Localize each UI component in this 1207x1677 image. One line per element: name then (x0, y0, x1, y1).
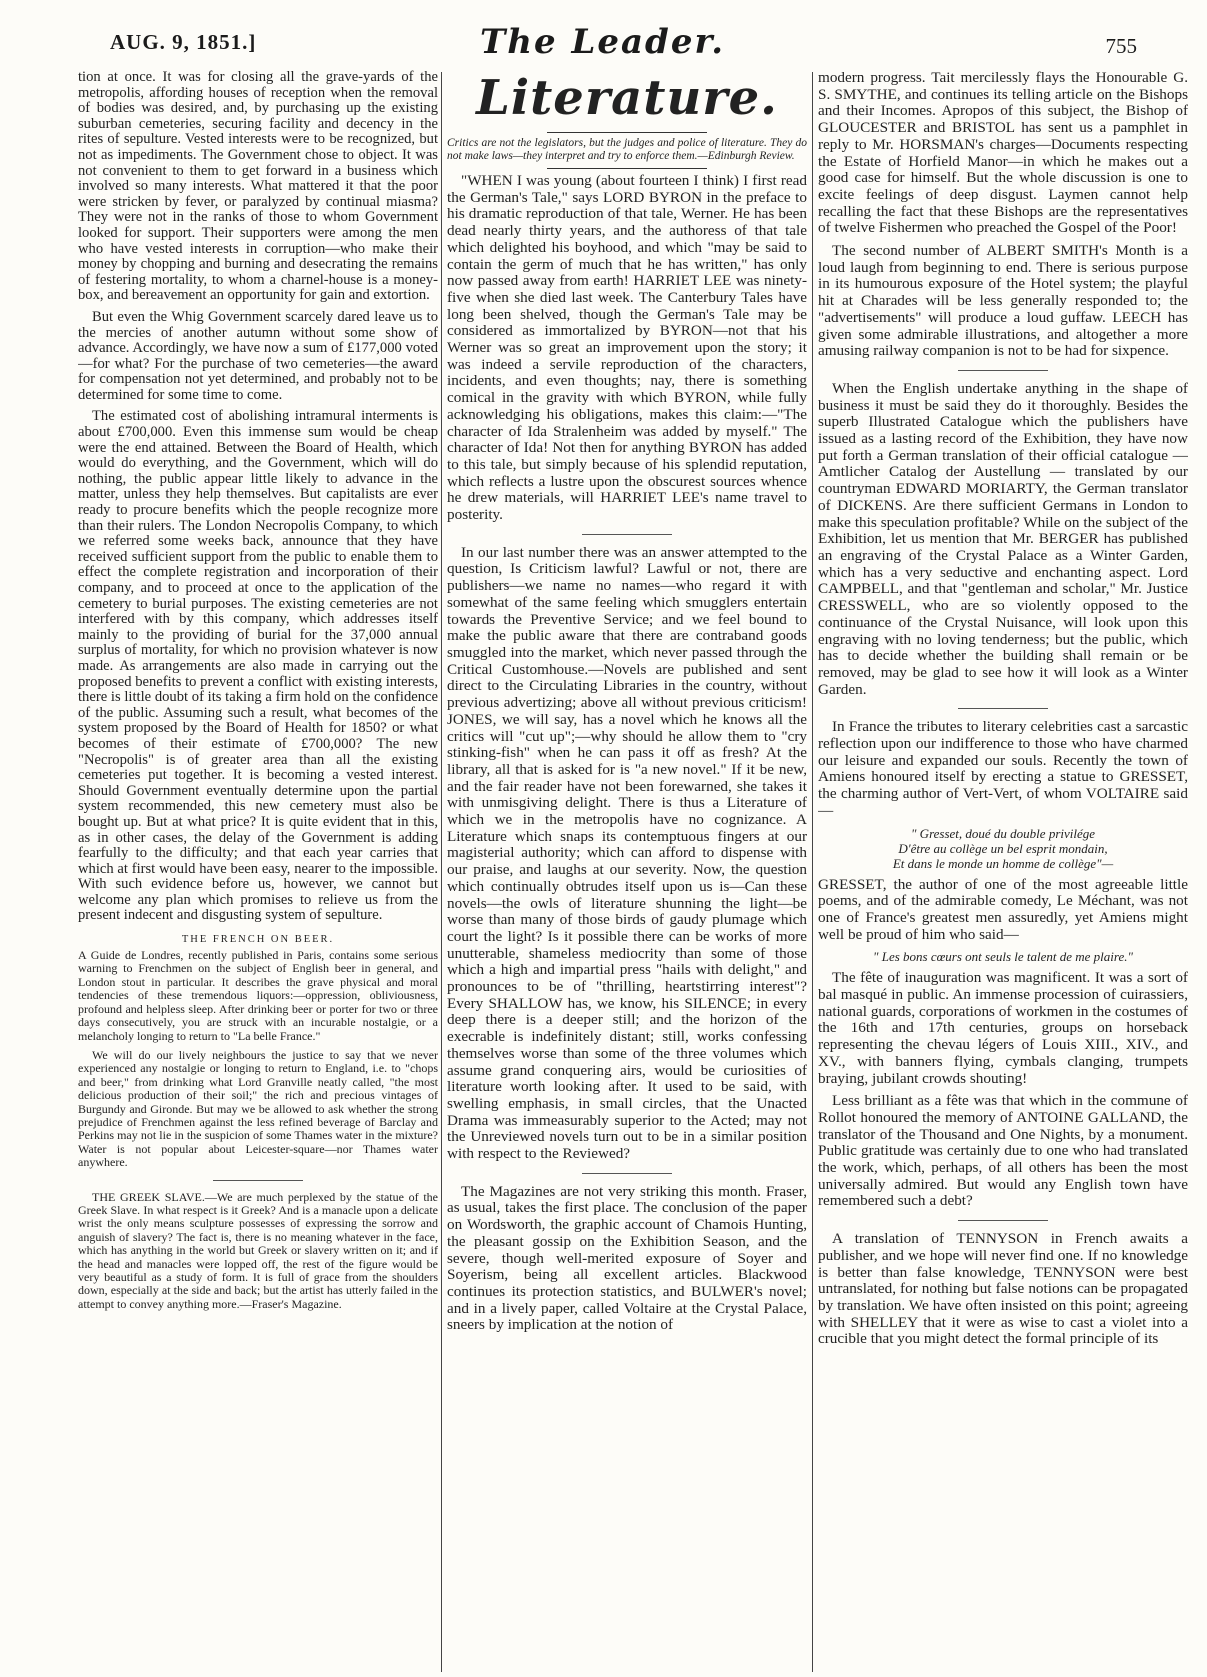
col3-paragraph-8: A translation of TENNYSON in French awaits a publisher, and we hope will never find one. If no knowledge is better than false knowledge, TENNYSON were best untranslated, for nothing but false notions can be propagated by translation. We have often insisted on this point; agreeing with SHELLEY that it were as wise to cast a violet into a crucible that you might detect the formal principle of its (818, 1230, 1188, 1348)
heading-rule (547, 132, 707, 133)
col3-paragraph-4: In France the tributes to literary celebrities cast a sarcastic reflection upon our indifference to those who have charmed our leisure and expanded our souls. Recently the town of Amiens honoured itself by erecting a statue to GRESSET, the charming author of Vert-Vert, of whom VOLTAIRE said— (818, 718, 1188, 819)
column-rule-2 (812, 72, 813, 1672)
column-1 (78, 70, 438, 1670)
issue-date: AUG. 9, 1851.] (110, 30, 257, 54)
col1-paragraph-5: We will do our lively neighbours the justice to say that we never experienced any nostalgie or longing to return to England, i.e. to "chops and beer," from drinking what Lord Granville neatly called, "the most delicious production of their soil;" the rich and precious vintages of Burgundy and Gironde. But may we be allowed to ask whether the strong prejudice of Frenchmen against the less refined beverage of Barclay and Perkins may not lie in the suspicion of some Thames water in the mixture? Water is not popular about Leicester-square—nor Thames water anywhere. (78, 1047, 438, 1170)
col3-paragraph-7: Less brilliant as a fête was that which in the commune of Rollot honoured the memory of ANTOINE GALLAND, the translator of the Thousand and One Nights, by a monument. Public gratitude was certainly due to one who had translated the work, which, perhaps, of all others has been the most universally admired. But would any English town have remembered such a debt? (818, 1092, 1188, 1210)
epigraph-rule (547, 168, 707, 169)
col3-paragraph-2: The second number of ALBERT SMITH's Month is a loud laugh from beginning to end. There is serious purpose in its humourous exposure of the Hotel system; the playful hit at Charades will be less generally responded to; the "advertisements" will produce a loud guffaw. LEECH has given some admirable illustrations, and altogether a more amusing railway companion is not to be had for sixpence. (818, 242, 1188, 360)
col1-paragraph-4: A Guide de Londres, recently published in Paris, contains some serious warning to Frenchmen on the subject of English beer in general, and London stout in particular. It describes the grave physical and moral tendencies of these tremendous liquors:—oppression, obliviousness, profound and helpless sleep. After drinking beer or porter for two or three days consecutively, you are struck with an incurable nostalgie, or a melancholy longing to return to "La belle France." (78, 948, 438, 1043)
col3-paragraph-5: GRESSET, the author of one of the most agreeable little poems, and of the admirable comedy, Le Méchant, was not one of France's greatest men assuredly, yet Amiens might well be proud of him who said— (818, 875, 1188, 943)
col3-paragraph-1: modern progress. Tait mercilessly flays the Honourable G. S. SMYTHE, and continues its telling article on the Bishops and their Incomes. Apropos of this subject, the Bishop of GLOUCESTER and BRISTOL has sent us a pamphlet in reply to Mr. HORSMAN's charges—Documents respecting the Estate of Horfield Manor—in which he makes out a good case for himself. But the whole discussion is one to excite feelings of deep disgust. Laymen cannot help recalling the fact that these Bishops are the representatives of twelve Fishermen who preached the Gospel of the Poor! (818, 70, 1188, 237)
col2-paragraph-1: "WHEN I was young (about fourteen I think) I first read the German's Tale," says LORD BYRON in the preface to his dramatic reproduction of that tale, Werner. He has been dead nearly thirty years, and the authoress of that tale which delighted his boyhood, and which "may be said to contain the germ of much that he has written," has only now passed away from earth! HARRIET LEE was ninety-five when she died last week. The Canterbury Tales have long been shelved, though the German's Tale may be considered as immortalized by BYRON—not that his Werner was so great an improvement upon the story; it was indeed a servile reproduction of the characters, incidents, and even thoughts; nay, there is something comical in the gravity with which BYRON, while fully acknowledging his obligations, makes this claim:—"The character of Ida Stralenheim was added by myself." The character of Ida! Not then for anything BYRON has added to this tale, but simply because of his splendid reputation, which reflects a lustre upon the obscurest sources whence he drew materials, will HARRIET LEE's name travel to posterity. (447, 172, 807, 524)
verse-line-1: " Gresset, doué du double privilége (910, 825, 1096, 841)
epigraph: Critics are not the legislators, but the judges and police of literature. They do not make laws—they interpret and try to enforce them.—Edinburgh Review. (447, 137, 807, 162)
gresset-verse (818, 826, 1188, 871)
separator (958, 708, 1048, 709)
column-rule-1 (441, 72, 442, 1672)
separator (582, 534, 672, 535)
separator (582, 1173, 672, 1174)
col1-paragraph-2: But even the Whig Government scarcely dared leave us to the mercies of another autumn without some show of advance. Accordingly, we have now a sum of £177,000 voted—for what? For the purchase of two cemeteries—the award for compensation not yet determined, and probably not to be determined for some time to come. (78, 308, 438, 403)
gresset-quote: " Les bons cœurs ont seuls le talent de me plaire." (873, 949, 1133, 965)
page-header (0, 0, 1207, 70)
column-2 (447, 70, 807, 1670)
literature-heading: Literature. (476, 70, 778, 126)
col3-paragraph-6: The fête of inauguration was magnificent. It was a sort of bal masqué in public. An immense procession of cuirassiers, national guards, corporations of workmen in the costumes of the 16th and 17th centuries, groups on horseback representing the chevau légers of Louis XIII., XIV., and XV., with banners flying, cymbals clanging, trumpets braying, jubilant crowds shouting! (818, 969, 1188, 1087)
separator (213, 1180, 303, 1181)
section-title-french-beer: THE FRENCH ON BEER. (181, 934, 335, 946)
verse-line-2: D'être au collège un bel esprit mondain, (898, 840, 1108, 856)
verse-line-3: Et dans le monde un homme de collège"— (892, 855, 1114, 871)
col3-paragraph-3: When the English undertake anything in the shape of business it must be said they do it thoroughly. Besides the superb Illustrated Catalogue which the publishers have issued as a lasting record of the Exhibition, they have now put forth a German translation of their official catalogue — Amtlicher Catalog der Austellung — translated by our countryman EDWARD MORIARTY, the German translator of DICKENS. Are there sufficient Germans in London to make this speculation profitable? While on the subject of the Exhibition, let us mention that Mr. BERGER has published an engraving of the Crystal Palace as a Winter Garden, which has a very seductive and enchanting aspect. Lord CAMPBELL, and that "gentleman and scholar," Mr. Justice CRESSWELL, who are so violently opposed to the continuance of the Crystal Nuisance, will look upon this engraving with no loving tenderness; but the public, which has to decide whether the building shall remain or be removed, may be glad to see how it will look as a Winter Garden. (818, 379, 1188, 698)
column-3 (818, 70, 1188, 1670)
col1-paragraph-6: THE GREEK SLAVE.—We are much perplexed by the statue of the Greek Slave. In what respect is it Greek? And is a manacle upon a delicate wrist the only means sculpture possesses of expressing the sorrow and anguish of slavery? The fact is, there is no meaning whatever in the face, which has anything in the world but Greek or slavery written on it; and if the head and manacles were lopped off, the rest of the figure would be very beautiful as a study of form. It is full of grace from the shoulders down, especially at the side and back; but the artist has utterly failed in the attempt to convey anything more.—Fraser's Magazine. (78, 1189, 438, 1311)
separator (958, 1220, 1048, 1221)
page-number: 755 (1105, 34, 1137, 58)
separator (958, 370, 1048, 371)
col1-paragraph-3: The estimated cost of abolishing intramural interments is about £700,000. Even this immense sum would be cheap were the end attained. Between the Board of Health, which would do everything, and the Government, which will do nothing, the public appear little likely to advance in the matter, unless they help themselves. But capitalists are ever ready to procure benefits which the people recognize more than their rulers. The London Necropolis Company, to which we referred some weeks back, announce that they have received sufficient support from the public to enable them to effect the complete registration and incorporation of their company, and to proceed at once to the application of the cemetery to burial purposes. The existing cemeteries are not interfered with by this company, which addresses itself mainly to the providing of burial for the 37,000 annual surplus of mortality, for which no provision whatever is now made. As arrangements are also made in carrying out the proposed benefits to prevent a conflict with existing interests, there is little doubt of its taking a firm hold on the confidence of the public. Assuming such a result, what becomes of the system proposed by the Board of Health for 1850? or what becomes of their estimate of £700,000? The new "Necropolis" is of greater area than all the existing cemeteries put together. It is becoming a vested interest. Should Government eventually determine upon the partial system recommended, this new cemetery must also be bought up. But at what price? It is quite evident that in this, as in other cases, the delay of the Government is adding fearfully to the difficulty; and that each year carries that which at first would have been easy, nearer to the impossible. With such evidence before us, however, we cannot but welcome any plan which promises to relieve us from the present indecent and disgusting system of sepulture. (78, 408, 438, 924)
col1-paragraph-1: tion at once. It was for closing all the grave-yards of the metropolis, affording houses of reception when the removal of bodies was desired, and, by purchasing up the existing suburban cemeteries, securing facility and decency in the rites of sepulture. Vested interests were to be recognized, but not as impediments. The Government chose to object. It was not convenient to them to get forward in a business which involved so many interests. What mattered it that the poor were stricken by fever, or paralyzed by continual miasma? They were not in the ranks of those to whom Government looked for support. Their supporters were among the men who have vested interests in corruption—who make their money by chopping and burning and desecrating the remains of festering mortality, to whom a charnel-house is a money-box, and bereavement an opportunity for gain and extortion. (78, 70, 438, 304)
col2-paragraph-2: In our last number there was an answer attempted to the question, Is Criticism lawful? Lawful or not, there are publishers—we name no names—who regard it with somewhat of the same feeling which smugglers entertain towards the Preventive Service; and we feel bound to make the public aware that there are contraband goods smuggled into the market, which never passed through the Critical Customhouse.—Novels are published and sent direct to the Circulating Libraries in the country, without previous advertizing; above all without previous criticism! JONES, we will say, has a novel which he knows all the critics will "cut up";—why should he allow them to "cry stinking-fish" when he can pass it off as fresh? At the library, all that is asked for is "a new novel." If it be new, and the fair reader have not been forewarned, she takes it with unmisgiving delight. There is thus a Literature of which we in the metropolis have no cognizance. A Literature which snaps its contemptuous fingers at our magisterial authority; which can afford to dispense with our praise, and laughs at our severity. Now, the question which continually obtrudes itself upon us is—Can these novels—the owls of literature shunning the light—be worse than many of those birds of gaudy plumage which court the light? Is it possible there can be works of more unutterable, shameless mediocrity than some of those which a high and impartial press "hails with delight," and pronounces to be of "thrilling, heartstirring interest"? Every SHALLOW has, we know, his SILENCE; in every deep there is a deeper still; and the horizon of the execrable is indefinitely distant; still, works confessing themselves worse than some of the three volumes which assume grand conquering airs, would be curiosities of literature worth looking after. It used to be said, with swelling emphasis, in small circles, that the Unacted Drama was immeasurably superior to the Acted; may not the Unreviewed novels turn out to be in a similar position with respect to the Reviewed? (447, 543, 807, 1163)
col2-paragraph-3: The Magazines are not very striking this month. Fraser, as usual, takes the first place. The conclusion of the paper on Wordsworth, the graphic account of Chamois Hunting, the pleasant gossip on the Exhibition Season, and the severe, though well-merited exposure of Soyer and Soyerism, being all excellent articles. Blackwood continues its protection statistics, and BULWER's novel; and in a lively paper, called Voltaire at the Crystal Palace, sneers by implication at the notion of (447, 1182, 807, 1334)
masthead-title: The Leader. (480, 22, 726, 62)
